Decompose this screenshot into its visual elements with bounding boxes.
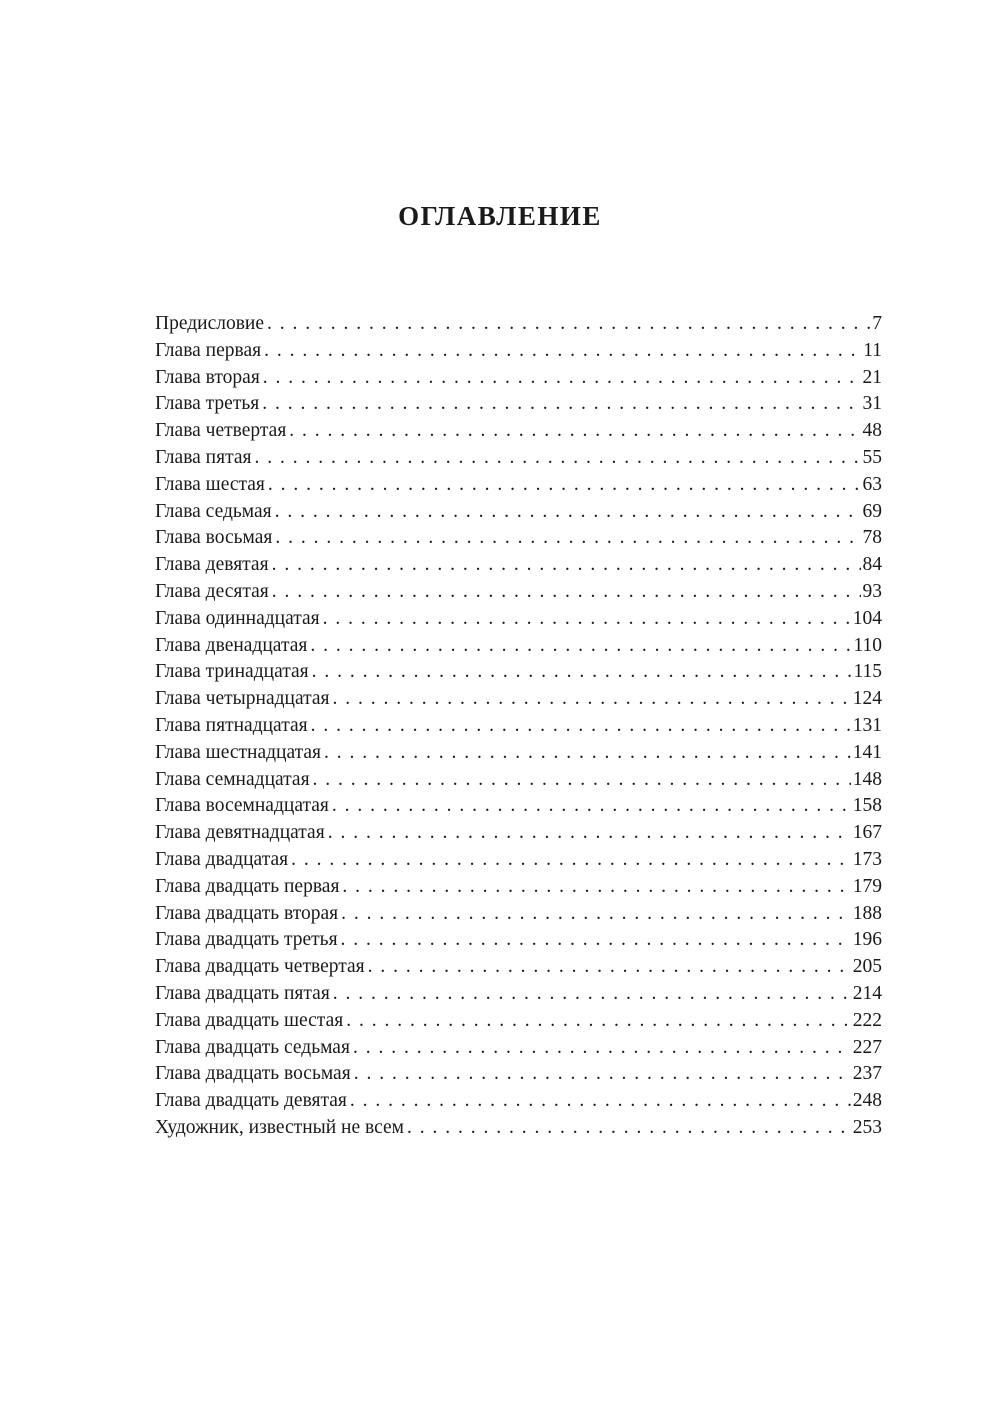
toc-entry-page-number: 21 xyxy=(862,366,882,388)
toc-dot-leader xyxy=(332,793,851,820)
toc-entry-label: Глава восьмая xyxy=(155,527,273,549)
table-of-contents xyxy=(155,311,882,1142)
toc-entry xyxy=(155,579,882,606)
toc-entry-label: Предисловие xyxy=(155,313,265,334)
toc-entry xyxy=(155,472,882,499)
toc-entry-page-number: 196 xyxy=(852,929,882,951)
toc-entry-label: Глава шестая xyxy=(155,473,265,495)
toc-entry-page-number: 131 xyxy=(852,714,882,736)
toc-entry-label: Глава двадцать четвертая xyxy=(155,956,365,978)
toc-entry-label: Глава третья xyxy=(155,393,260,415)
toc-entry-label: Глава двадцать седьмая xyxy=(155,1036,350,1058)
toc-dot-leader xyxy=(368,954,851,981)
toc-dot-leader xyxy=(328,820,851,847)
toc-entry xyxy=(155,847,882,874)
toc-entry xyxy=(155,793,882,820)
toc-dot-leader xyxy=(407,1115,851,1142)
toc-entry xyxy=(155,874,882,901)
toc-entry-page-number: 205 xyxy=(852,956,882,978)
toc-entry-page-number: 248 xyxy=(852,1090,882,1112)
toc-entry xyxy=(155,659,882,686)
toc-entry-label: Глава двадцать первая xyxy=(155,875,340,897)
toc-dot-leader xyxy=(324,740,851,767)
toc-dot-leader xyxy=(254,445,860,472)
toc-entry xyxy=(155,767,882,794)
toc-entry xyxy=(155,901,882,928)
toc-entry xyxy=(155,418,882,445)
toc-entry-page-number: 7 xyxy=(872,313,882,334)
toc-entry xyxy=(155,311,882,338)
toc-dot-leader xyxy=(264,338,861,365)
toc-entry-label: Глава одиннадцатая xyxy=(155,607,320,629)
toc-dot-leader xyxy=(323,606,851,633)
toc-entry-label: Глава семнадцатая xyxy=(155,768,310,790)
toc-dot-leader xyxy=(342,874,850,901)
toc-entry-label: Глава двадцать пятая xyxy=(155,982,330,1004)
toc-entry-label: Глава восемнадцатая xyxy=(155,795,329,817)
toc-dot-leader xyxy=(267,311,870,338)
toc-entry-page-number: 222 xyxy=(852,1009,882,1031)
toc-entry-page-number: 48 xyxy=(862,420,882,442)
toc-dot-leader xyxy=(333,686,851,713)
toc-entry-page-number: 214 xyxy=(852,982,882,1004)
toc-entry xyxy=(155,1088,882,1115)
toc-entry-page-number: 148 xyxy=(852,768,882,790)
toc-entry-page-number: 69 xyxy=(862,500,882,522)
toc-entry xyxy=(155,686,882,713)
toc-entry-page-number: 167 xyxy=(852,822,882,844)
toc-entry xyxy=(155,499,882,526)
toc-entry xyxy=(155,633,882,660)
toc-entry xyxy=(155,981,882,1008)
toc-entry-page-number: 179 xyxy=(852,875,882,897)
toc-entry-page-number: 124 xyxy=(852,688,882,710)
toc-entry-page-number: 253 xyxy=(852,1116,882,1138)
toc-entry-label: Художник, известный не всем xyxy=(155,1116,404,1138)
toc-dot-leader xyxy=(275,525,860,552)
toc-entry-page-number: 104 xyxy=(852,607,882,629)
toc-dot-leader xyxy=(341,927,851,954)
toc-entry-page-number: 227 xyxy=(852,1036,882,1058)
toc-entry-label: Глава двенадцатая xyxy=(155,634,308,656)
toc-dot-leader xyxy=(341,901,851,928)
toc-entry-label: Глава двадцать третья xyxy=(155,929,338,951)
toc-entry-page-number: 110 xyxy=(853,634,882,656)
toc-entry-page-number: 188 xyxy=(852,902,882,924)
toc-entry-page-number: 115 xyxy=(853,661,882,683)
toc-entry xyxy=(155,1061,882,1088)
toc-entry xyxy=(155,525,882,552)
toc-entry-page-number: 141 xyxy=(852,741,882,763)
toc-dot-leader xyxy=(310,633,851,660)
toc-entry xyxy=(155,954,882,981)
toc-dot-leader xyxy=(354,1061,851,1088)
toc-entry xyxy=(155,445,882,472)
toc-entry xyxy=(155,927,882,954)
toc-entry-label: Глава двадцатая xyxy=(155,848,289,870)
toc-entry-label: Глава четырнадцатая xyxy=(155,688,330,710)
toc-dot-leader xyxy=(262,391,860,418)
toc-entry-page-number: 78 xyxy=(862,527,882,549)
toc-entry xyxy=(155,552,882,579)
toc-entry xyxy=(155,391,882,418)
toc-entry-page-number: 237 xyxy=(852,1063,882,1085)
toc-entry-label: Глава вторая xyxy=(155,366,260,388)
toc-dot-leader xyxy=(272,579,861,606)
toc-entry-page-number: 93 xyxy=(862,580,882,602)
toc-dot-leader xyxy=(268,472,861,499)
toc-entry-page-number: 158 xyxy=(852,795,882,817)
toc-entry-label: Глава пятая xyxy=(155,446,252,468)
toc-dot-leader xyxy=(346,1008,851,1035)
toc-dot-leader xyxy=(275,499,861,526)
toc-entry xyxy=(155,606,882,633)
toc-dot-leader xyxy=(263,365,861,392)
toc-entry xyxy=(155,338,882,365)
toc-dot-leader xyxy=(311,713,851,740)
toc-entry xyxy=(155,820,882,847)
toc-entry-label: Глава тринадцатая xyxy=(155,661,309,683)
toc-entry-page-number: 31 xyxy=(862,393,882,415)
toc-entry-label: Глава двадцать девятая xyxy=(155,1090,347,1112)
toc-entry-page-number: 11 xyxy=(863,339,882,361)
toc-dot-leader xyxy=(350,1088,851,1115)
toc-entry xyxy=(155,365,882,392)
toc-entry xyxy=(155,1035,882,1062)
toc-entry-label: Глава девятая xyxy=(155,554,269,576)
toc-dot-leader xyxy=(333,981,851,1008)
toc-entry-page-number: 55 xyxy=(862,446,882,468)
toc-dot-leader xyxy=(272,552,861,579)
toc-entry-label: Глава четвертая xyxy=(155,420,287,442)
toc-entry-label: Глава десятая xyxy=(155,580,269,602)
toc-dot-leader xyxy=(291,847,851,874)
toc-entry-page-number: 84 xyxy=(862,554,882,576)
toc-entry-label: Глава двадцать восьмая xyxy=(155,1063,351,1085)
toc-entry-label: Глава двадцать вторая xyxy=(155,902,339,924)
toc-entry-label: Глава седьмая xyxy=(155,500,272,522)
toc-entry-label: Глава пятнадцатая xyxy=(155,714,308,736)
toc-entry-label: Глава двадцать шестая xyxy=(155,1009,344,1031)
toc-entry-page-number: 173 xyxy=(852,848,882,870)
toc-entry xyxy=(155,740,882,767)
toc-dot-leader xyxy=(313,767,851,794)
toc-entry xyxy=(155,1008,882,1035)
toc-entry-page-number: 63 xyxy=(862,473,882,495)
toc-entry-label: Глава шестнадцатая xyxy=(155,741,321,763)
toc-entry xyxy=(155,1115,882,1142)
toc-dot-leader xyxy=(312,659,852,686)
toc-entry xyxy=(155,713,882,740)
toc-dot-leader xyxy=(353,1035,851,1062)
toc-entry-label: Глава девятнадцатая xyxy=(155,822,325,844)
toc-entry-label: Глава первая xyxy=(155,339,262,361)
page-title: ОГЛАВЛЕНИЕ xyxy=(398,201,602,231)
toc-dot-leader xyxy=(289,418,860,445)
